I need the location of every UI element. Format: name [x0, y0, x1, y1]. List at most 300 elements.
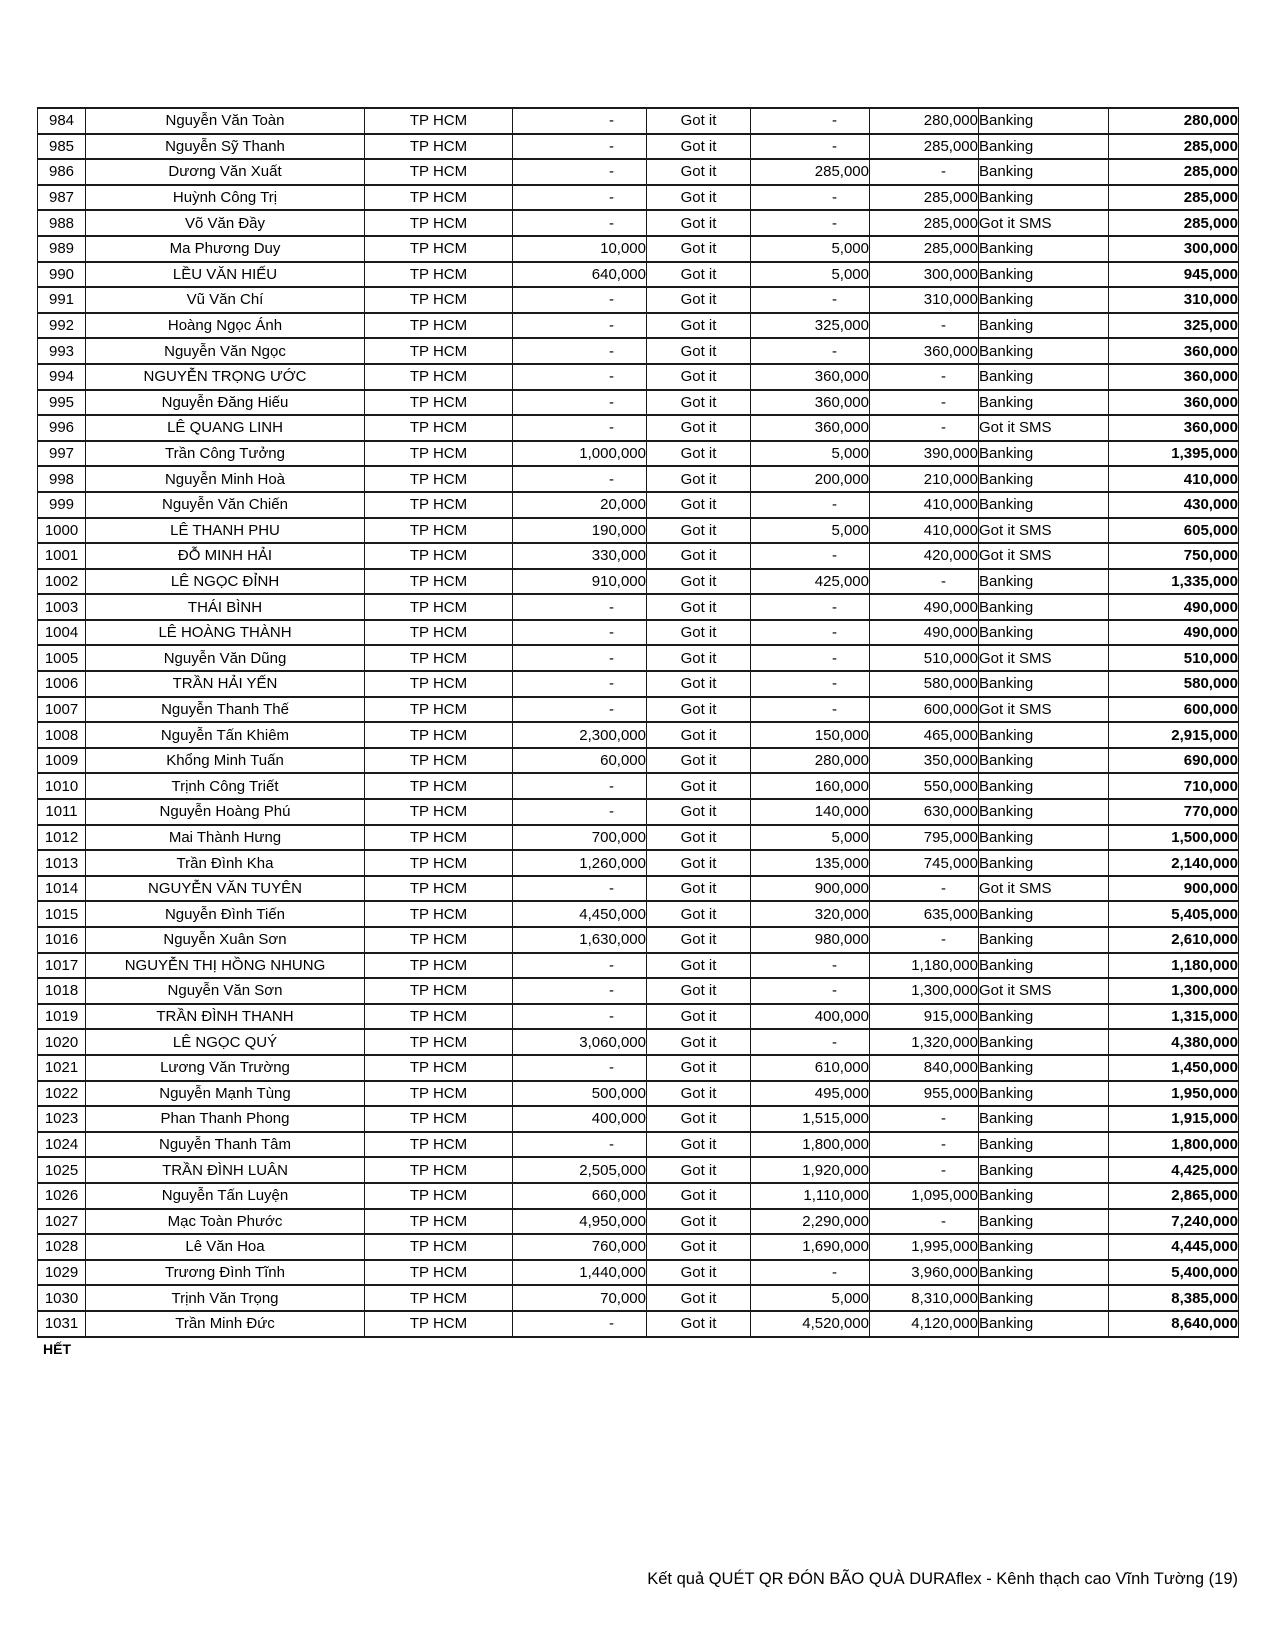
cell-amount-1: 20,000	[513, 492, 647, 518]
cell-total: 1,335,000	[1109, 569, 1239, 595]
cell-amount-3: -	[870, 364, 979, 390]
cell-channel: Banking	[979, 313, 1109, 339]
cell-amount-2: 160,000	[751, 773, 870, 799]
cell-status: Got it	[647, 978, 751, 1004]
cell-status: Got it	[647, 543, 751, 569]
cell-amount-1: 190,000	[513, 518, 647, 544]
table-row	[38, 1260, 1239, 1286]
cell-amount-3: 1,180,000	[870, 953, 979, 979]
cell-name: Nguyễn Thanh Tâm	[86, 1132, 365, 1158]
cell-amount-2: -	[751, 108, 870, 134]
cell-name: Nguyễn Sỹ Thanh	[86, 134, 365, 160]
cell-amount-1: 3,060,000	[513, 1029, 647, 1055]
cell-channel: Banking	[979, 594, 1109, 620]
cell-row-number: 996	[38, 415, 86, 441]
cell-amount-3: 420,000	[870, 543, 979, 569]
cell-total: 360,000	[1109, 390, 1239, 416]
cell-channel: Banking	[979, 927, 1109, 953]
cell-name: Nguyễn Xuân Sơn	[86, 927, 365, 953]
cell-row-number: 993	[38, 338, 86, 364]
cell-channel: Banking	[979, 1183, 1109, 1209]
cell-location: TP HCM	[365, 1285, 513, 1311]
cell-amount-2: 4,520,000	[751, 1311, 870, 1337]
cell-location: TP HCM	[365, 415, 513, 441]
cell-location: TP HCM	[365, 748, 513, 774]
cell-total: 2,140,000	[1109, 850, 1239, 876]
cell-name: Nguyễn Văn Dũng	[86, 645, 365, 671]
cell-name: Hoàng Ngọc Ánh	[86, 313, 365, 339]
cell-total: 1,800,000	[1109, 1132, 1239, 1158]
cell-location: TP HCM	[365, 185, 513, 211]
cell-location: TP HCM	[365, 1234, 513, 1260]
cell-channel: Banking	[979, 338, 1109, 364]
cell-row-number: 987	[38, 185, 86, 211]
cell-location: TP HCM	[365, 1183, 513, 1209]
cell-amount-1: -	[513, 645, 647, 671]
cell-location: TP HCM	[365, 697, 513, 723]
cell-location: TP HCM	[365, 722, 513, 748]
cell-row-number: 989	[38, 236, 86, 262]
cell-row-number: 986	[38, 159, 86, 185]
cell-location: TP HCM	[365, 569, 513, 595]
table-row	[38, 1311, 1239, 1337]
cell-amount-3: -	[870, 313, 979, 339]
cell-amount-1: 640,000	[513, 262, 647, 288]
cell-amount-2: -	[751, 1029, 870, 1055]
cell-total: 1,500,000	[1109, 825, 1239, 851]
cell-channel: Banking	[979, 364, 1109, 390]
cell-location: TP HCM	[365, 953, 513, 979]
cell-amount-2: 320,000	[751, 901, 870, 927]
cell-total: 430,000	[1109, 492, 1239, 518]
cell-total: 4,380,000	[1109, 1029, 1239, 1055]
cell-status: Got it	[647, 415, 751, 441]
cell-name: Mạc Toàn Phước	[86, 1209, 365, 1235]
cell-amount-3: 635,000	[870, 901, 979, 927]
results-table	[37, 107, 1239, 1338]
cell-total: 285,000	[1109, 134, 1239, 160]
cell-amount-1: -	[513, 1311, 647, 1337]
cell-row-number: 992	[38, 313, 86, 339]
cell-name: THÁI BÌNH	[86, 594, 365, 620]
cell-row-number: 1031	[38, 1311, 86, 1337]
cell-amount-2: 5,000	[751, 262, 870, 288]
cell-status: Got it	[647, 850, 751, 876]
cell-amount-3: 580,000	[870, 671, 979, 697]
table-row	[38, 262, 1239, 288]
cell-name: LÊ QUANG LINH	[86, 415, 365, 441]
cell-location: TP HCM	[365, 1157, 513, 1183]
cell-name: Nguyễn Văn Ngọc	[86, 338, 365, 364]
cell-name: Nguyễn Hoàng Phú	[86, 799, 365, 825]
cell-amount-1: -	[513, 697, 647, 723]
cell-total: 605,000	[1109, 518, 1239, 544]
cell-total: 1,450,000	[1109, 1055, 1239, 1081]
cell-status: Got it	[647, 1311, 751, 1337]
cell-name: Trần Đình Kha	[86, 850, 365, 876]
cell-status: Got it	[647, 876, 751, 902]
cell-status: Got it	[647, 671, 751, 697]
cell-amount-3: -	[870, 1106, 979, 1132]
cell-status: Got it	[647, 1285, 751, 1311]
cell-total: 4,445,000	[1109, 1234, 1239, 1260]
cell-amount-2: 360,000	[751, 364, 870, 390]
cell-amount-1: 4,450,000	[513, 901, 647, 927]
cell-location: TP HCM	[365, 773, 513, 799]
cell-status: Got it	[647, 953, 751, 979]
table-row	[38, 722, 1239, 748]
cell-amount-2: 360,000	[751, 390, 870, 416]
cell-amount-1: 10,000	[513, 236, 647, 262]
cell-row-number: 1014	[38, 876, 86, 902]
cell-location: TP HCM	[365, 876, 513, 902]
cell-row-number: 1026	[38, 1183, 86, 1209]
cell-location: TP HCM	[365, 825, 513, 851]
cell-row-number: 1000	[38, 518, 86, 544]
cell-total: 2,610,000	[1109, 927, 1239, 953]
table-row	[38, 876, 1239, 902]
cell-location: TP HCM	[365, 159, 513, 185]
cell-channel: Banking	[979, 1209, 1109, 1235]
cell-location: TP HCM	[365, 927, 513, 953]
cell-channel: Banking	[979, 159, 1109, 185]
cell-name: LÊ NGỌC ĐỈNH	[86, 569, 365, 595]
cell-amount-2: 200,000	[751, 466, 870, 492]
cell-amount-3: 955,000	[870, 1081, 979, 1107]
cell-amount-3: 310,000	[870, 287, 979, 313]
cell-location: TP HCM	[365, 466, 513, 492]
cell-amount-1: 330,000	[513, 543, 647, 569]
cell-amount-1: -	[513, 620, 647, 646]
table-row	[38, 671, 1239, 697]
cell-amount-1: -	[513, 159, 647, 185]
cell-channel: Banking	[979, 1234, 1109, 1260]
cell-amount-2: -	[751, 287, 870, 313]
cell-name: LÊ HOÀNG THÀNH	[86, 620, 365, 646]
cell-total: 690,000	[1109, 748, 1239, 774]
cell-name: NGUYỄN TRỌNG ƯỚC	[86, 364, 365, 390]
cell-status: Got it	[647, 697, 751, 723]
cell-name: NGUYỄN VĂN TUYÊN	[86, 876, 365, 902]
cell-total: 900,000	[1109, 876, 1239, 902]
cell-name: Vũ Văn Chí	[86, 287, 365, 313]
cell-amount-2: 285,000	[751, 159, 870, 185]
cell-channel: Banking	[979, 1260, 1109, 1286]
cell-channel: Banking	[979, 236, 1109, 262]
cell-amount-2: 140,000	[751, 799, 870, 825]
cell-location: TP HCM	[365, 901, 513, 927]
cell-amount-2: 1,920,000	[751, 1157, 870, 1183]
cell-row-number: 1028	[38, 1234, 86, 1260]
table-row	[38, 1004, 1239, 1030]
cell-amount-3: 600,000	[870, 697, 979, 723]
cell-channel: Banking	[979, 1132, 1109, 1158]
cell-total: 580,000	[1109, 671, 1239, 697]
cell-channel: Banking	[979, 722, 1109, 748]
cell-row-number: 1020	[38, 1029, 86, 1055]
cell-amount-1: 1,440,000	[513, 1260, 647, 1286]
cell-total: 325,000	[1109, 313, 1239, 339]
cell-amount-2: -	[751, 697, 870, 723]
cell-channel: Banking	[979, 1004, 1109, 1030]
cell-channel: Banking	[979, 825, 1109, 851]
cell-total: 410,000	[1109, 466, 1239, 492]
cell-channel: Banking	[979, 620, 1109, 646]
table-row	[38, 620, 1239, 646]
cell-status: Got it	[647, 210, 751, 236]
cell-amount-2: 495,000	[751, 1081, 870, 1107]
table-row	[38, 645, 1239, 671]
cell-row-number: 1011	[38, 799, 86, 825]
cell-location: TP HCM	[365, 978, 513, 1004]
cell-amount-2: 5,000	[751, 825, 870, 851]
cell-amount-1: -	[513, 953, 647, 979]
cell-row-number: 1008	[38, 722, 86, 748]
cell-total: 7,240,000	[1109, 1209, 1239, 1235]
cell-status: Got it	[647, 262, 751, 288]
cell-amount-2: -	[751, 671, 870, 697]
cell-amount-2: 400,000	[751, 1004, 870, 1030]
cell-amount-1: 4,950,000	[513, 1209, 647, 1235]
cell-name: TRẦN HẢI YẾN	[86, 671, 365, 697]
cell-row-number: 1002	[38, 569, 86, 595]
cell-location: TP HCM	[365, 262, 513, 288]
table-row	[38, 492, 1239, 518]
cell-status: Got it	[647, 1081, 751, 1107]
cell-row-number: 997	[38, 441, 86, 467]
cell-row-number: 1027	[38, 1209, 86, 1235]
table-row	[38, 748, 1239, 774]
cell-amount-1: 660,000	[513, 1183, 647, 1209]
table-row	[38, 1029, 1239, 1055]
cell-amount-1: 700,000	[513, 825, 647, 851]
cell-amount-3: 285,000	[870, 185, 979, 211]
cell-amount-2: 135,000	[751, 850, 870, 876]
cell-name: Mai Thành Hưng	[86, 825, 365, 851]
cell-name: Ma Phương Duy	[86, 236, 365, 262]
cell-amount-2: 1,515,000	[751, 1106, 870, 1132]
table-row	[38, 1055, 1239, 1081]
cell-location: TP HCM	[365, 236, 513, 262]
cell-amount-2: -	[751, 1260, 870, 1286]
table-row	[38, 697, 1239, 723]
cell-row-number: 1004	[38, 620, 86, 646]
cell-amount-2: 360,000	[751, 415, 870, 441]
cell-status: Got it	[647, 492, 751, 518]
cell-amount-1: -	[513, 210, 647, 236]
cell-amount-3: -	[870, 1209, 979, 1235]
cell-amount-1: -	[513, 876, 647, 902]
cell-amount-1: 500,000	[513, 1081, 647, 1107]
cell-row-number: 1010	[38, 773, 86, 799]
cell-channel: Banking	[979, 1029, 1109, 1055]
cell-total: 1,300,000	[1109, 978, 1239, 1004]
cell-channel: Banking	[979, 1285, 1109, 1311]
cell-amount-2: 325,000	[751, 313, 870, 339]
cell-status: Got it	[647, 134, 751, 160]
cell-location: TP HCM	[365, 134, 513, 160]
cell-name: Trần Công Tưởng	[86, 441, 365, 467]
cell-total: 300,000	[1109, 236, 1239, 262]
cell-name: LỀU VĂN HIẾU	[86, 262, 365, 288]
cell-total: 490,000	[1109, 620, 1239, 646]
cell-total: 360,000	[1109, 364, 1239, 390]
cell-amount-1: -	[513, 108, 647, 134]
cell-amount-3: 550,000	[870, 773, 979, 799]
cell-amount-1: -	[513, 338, 647, 364]
cell-row-number: 1007	[38, 697, 86, 723]
cell-status: Got it	[647, 390, 751, 416]
cell-total: 490,000	[1109, 594, 1239, 620]
table-row	[38, 1132, 1239, 1158]
cell-channel: Got it SMS	[979, 697, 1109, 723]
cell-status: Got it	[647, 1106, 751, 1132]
cell-status: Got it	[647, 364, 751, 390]
cell-row-number: 1022	[38, 1081, 86, 1107]
cell-status: Got it	[647, 1260, 751, 1286]
cell-amount-1: -	[513, 671, 647, 697]
cell-name: Khổng Minh Tuấn	[86, 748, 365, 774]
cell-total: 280,000	[1109, 108, 1239, 134]
cell-row-number: 995	[38, 390, 86, 416]
cell-row-number: 1019	[38, 1004, 86, 1030]
cell-name: Lương Văn Trường	[86, 1055, 365, 1081]
cell-total: 360,000	[1109, 415, 1239, 441]
cell-row-number: 985	[38, 134, 86, 160]
cell-row-number: 1009	[38, 748, 86, 774]
cell-amount-3: 1,995,000	[870, 1234, 979, 1260]
cell-total: 945,000	[1109, 262, 1239, 288]
end-marker: HẾT	[43, 1341, 71, 1357]
cell-amount-3: 300,000	[870, 262, 979, 288]
cell-location: TP HCM	[365, 1132, 513, 1158]
cell-location: TP HCM	[365, 671, 513, 697]
cell-status: Got it	[647, 901, 751, 927]
cell-location: TP HCM	[365, 518, 513, 544]
table-row	[38, 1081, 1239, 1107]
cell-location: TP HCM	[365, 645, 513, 671]
cell-row-number: 999	[38, 492, 86, 518]
cell-location: TP HCM	[365, 850, 513, 876]
cell-amount-1: 1,000,000	[513, 441, 647, 467]
table-row	[38, 441, 1239, 467]
cell-status: Got it	[647, 338, 751, 364]
table-row	[38, 594, 1239, 620]
cell-row-number: 1013	[38, 850, 86, 876]
table-row	[38, 1106, 1239, 1132]
table-row	[38, 415, 1239, 441]
cell-status: Got it	[647, 645, 751, 671]
cell-name: NGUYỄN THỊ HỒNG NHUNG	[86, 953, 365, 979]
cell-channel: Banking	[979, 569, 1109, 595]
cell-status: Got it	[647, 569, 751, 595]
table-row	[38, 978, 1239, 1004]
cell-name: Nguyễn Văn Toàn	[86, 108, 365, 134]
cell-amount-1: 2,300,000	[513, 722, 647, 748]
table-row	[38, 466, 1239, 492]
cell-row-number: 1012	[38, 825, 86, 851]
cell-amount-1: -	[513, 1055, 647, 1081]
cell-location: TP HCM	[365, 543, 513, 569]
cell-channel: Banking	[979, 441, 1109, 467]
cell-row-number: 1015	[38, 901, 86, 927]
cell-amount-3: 350,000	[870, 748, 979, 774]
cell-amount-1: 1,260,000	[513, 850, 647, 876]
cell-amount-1: -	[513, 390, 647, 416]
cell-name: ĐỖ MINH HẢI	[86, 543, 365, 569]
cell-row-number: 1017	[38, 953, 86, 979]
cell-amount-1: -	[513, 799, 647, 825]
cell-channel: Banking	[979, 953, 1109, 979]
cell-channel: Banking	[979, 287, 1109, 313]
cell-row-number: 1006	[38, 671, 86, 697]
cell-amount-2: -	[751, 543, 870, 569]
cell-amount-1: 760,000	[513, 1234, 647, 1260]
cell-total: 510,000	[1109, 645, 1239, 671]
cell-amount-1: -	[513, 978, 647, 1004]
cell-amount-1: 2,505,000	[513, 1157, 647, 1183]
cell-total: 770,000	[1109, 799, 1239, 825]
cell-channel: Banking	[979, 492, 1109, 518]
cell-amount-3: 3,960,000	[870, 1260, 979, 1286]
cell-amount-1: -	[513, 773, 647, 799]
cell-status: Got it	[647, 927, 751, 953]
cell-total: 285,000	[1109, 185, 1239, 211]
cell-channel: Banking	[979, 799, 1109, 825]
cell-total: 1,395,000	[1109, 441, 1239, 467]
cell-status: Got it	[647, 313, 751, 339]
cell-amount-3: 390,000	[870, 441, 979, 467]
cell-amount-3: -	[870, 569, 979, 595]
cell-name: Nguyễn Đăng Hiếu	[86, 390, 365, 416]
cell-amount-3: 465,000	[870, 722, 979, 748]
cell-channel: Banking	[979, 1106, 1109, 1132]
cell-status: Got it	[647, 1029, 751, 1055]
cell-channel: Banking	[979, 1055, 1109, 1081]
cell-total: 8,640,000	[1109, 1311, 1239, 1337]
cell-total: 600,000	[1109, 697, 1239, 723]
cell-status: Got it	[647, 108, 751, 134]
table-row	[38, 390, 1239, 416]
table-row	[38, 364, 1239, 390]
table-row	[38, 287, 1239, 313]
cell-channel: Banking	[979, 134, 1109, 160]
cell-amount-2: -	[751, 492, 870, 518]
table-row	[38, 185, 1239, 211]
cell-channel: Got it SMS	[979, 518, 1109, 544]
table-row	[38, 518, 1239, 544]
cell-total: 360,000	[1109, 338, 1239, 364]
cell-amount-2: -	[751, 338, 870, 364]
cell-amount-3: 210,000	[870, 466, 979, 492]
cell-amount-3: 490,000	[870, 594, 979, 620]
cell-location: TP HCM	[365, 492, 513, 518]
cell-amount-3: 285,000	[870, 236, 979, 262]
cell-location: TP HCM	[365, 313, 513, 339]
cell-amount-3: 510,000	[870, 645, 979, 671]
cell-name: Nguyễn Tấn Luyện	[86, 1183, 365, 1209]
cell-name: Phan Thanh Phong	[86, 1106, 365, 1132]
cell-amount-3: 285,000	[870, 210, 979, 236]
cell-name: Trịnh Công Triết	[86, 773, 365, 799]
cell-row-number: 990	[38, 262, 86, 288]
cell-amount-1: 910,000	[513, 569, 647, 595]
cell-amount-3: 1,300,000	[870, 978, 979, 1004]
cell-amount-3: -	[870, 927, 979, 953]
cell-location: TP HCM	[365, 1209, 513, 1235]
cell-row-number: 1003	[38, 594, 86, 620]
table-row	[38, 953, 1239, 979]
